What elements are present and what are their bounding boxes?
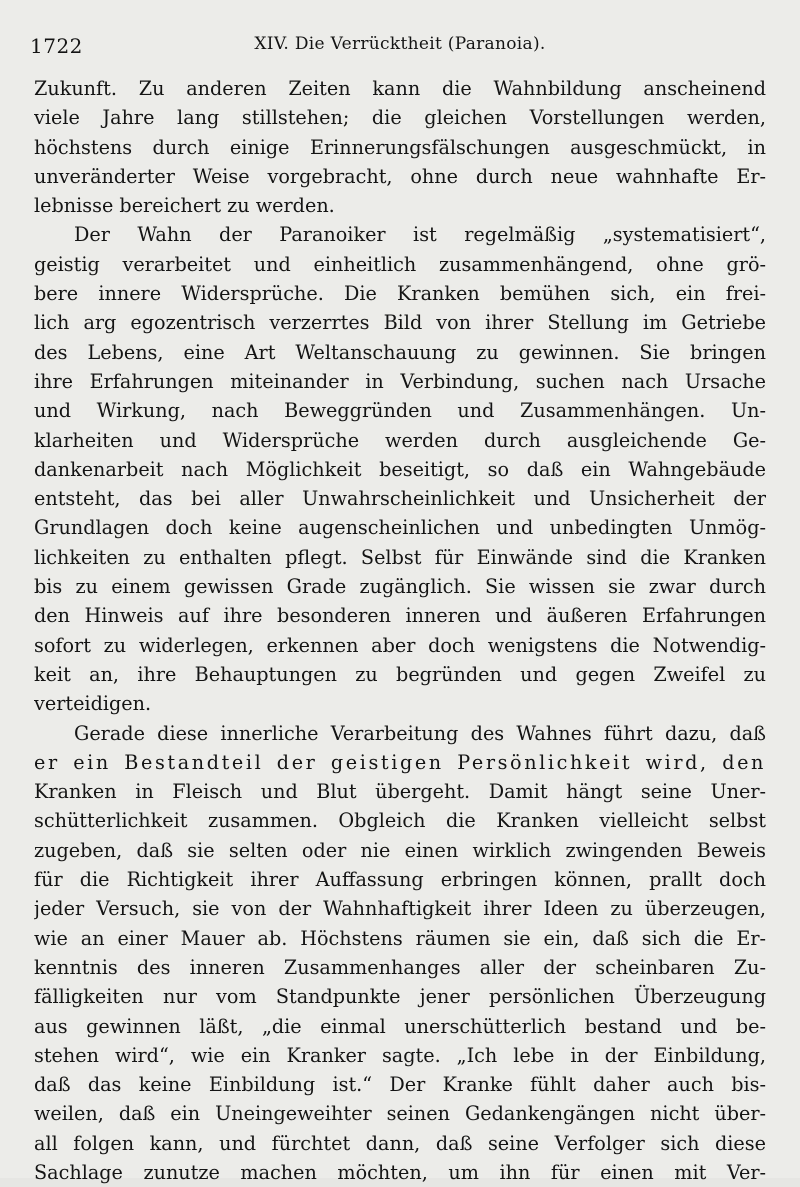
text-line: Der Wahn der Paranoiker ist regelmäßig „systematisiert“, bbox=[74, 223, 766, 247]
text-line: höchstens durch einige Erinnerungsfälschungen ausgeschmückt, in bbox=[34, 135, 766, 159]
text-line: verteidigen. bbox=[34, 692, 152, 716]
text-line: zugeben, daß sie selten oder nie einen wirklich zwingenden Beweis bbox=[34, 838, 766, 862]
text-line: für die Richtigkeit ihrer Auffassung erbringen können, prallt doch bbox=[34, 868, 766, 892]
text-line: stehen wird“, wie ein Kranker sagte. „Ich lebe in der Einbildung, bbox=[34, 1043, 766, 1067]
text-line: Zukunft. Zu anderen Zeiten kann die Wahnbildung anscheinend bbox=[34, 77, 766, 100]
text-line: bere innere Widersprüche. Die Kranken bemühen sich, ein frei- bbox=[34, 282, 766, 306]
running-head: XIV. Die Verrücktheit (Paranoia). bbox=[254, 34, 546, 54]
page-header bbox=[30, 30, 770, 60]
text-line: klarheiten und Widersprüche werden durch ausgleichende Ge- bbox=[34, 428, 766, 452]
text-line: den Hinweis auf ihre besonderen inneren und äußeren Erfahrungen bbox=[34, 604, 766, 628]
text-line: lebnisse bereichert zu werden. bbox=[34, 194, 335, 218]
text-line: lich arg egozentrisch verzerrtes Bild von ihrer Stellung im Getriebe bbox=[34, 311, 766, 335]
text-line: schütterlichkeit zusammen. Obgleich die Kranken vielleicht selbst bbox=[34, 809, 766, 833]
text-line: all folgen kann, und fürchtet dann, daß seine Verfolger sich diese bbox=[34, 1131, 766, 1155]
text-line: bis zu einem gewissen Grade zugänglich. Sie wissen sie zwar durch bbox=[34, 575, 766, 599]
text-line: keit an, ihre Behauptungen zu begründen und gegen Zweifel zu bbox=[34, 662, 766, 686]
text-line: Kranken in Fleisch und Blut übergeht. Damit hängt seine Uner- bbox=[34, 780, 766, 804]
text-line: und Wirkung, nach Beweggründen und Zusammenhängen. Un- bbox=[34, 399, 766, 423]
text-line: lichkeiten zu enthalten pflegt. Selbst für Einwände sind die Kranken bbox=[34, 545, 766, 569]
text-line: daß das keine Einbildung ist.“ Der Kranke fühlt daher auch bis- bbox=[34, 1073, 766, 1097]
text-line: viele Jahre lang stillstehen; die gleichen Vorstellungen werden, bbox=[34, 106, 766, 130]
text-line: jeder Versuch, sie von der Wahnhaftigkeit ihrer Ideen zu überzeugen, bbox=[34, 897, 766, 921]
text-line: Sachlage zunutze machen möchten, um ihn für einen mit Ver- bbox=[34, 1160, 766, 1184]
text-line-spaced-emphasis: er ein Bestandteil der geistigen Persönlichkeit wird, den bbox=[34, 750, 766, 774]
text-line: des Lebens, eine Art Weltanschauung zu gewinnen. Sie bringen bbox=[34, 340, 766, 364]
text-line: weilen, daß ein Uneingeweihter seinen Gedankengängen nicht über- bbox=[34, 1102, 766, 1126]
page-number: 1722 bbox=[30, 34, 83, 58]
text-line: dankenarbeit nach Möglichkeit beseitigt, so daß ein Wahngebäude bbox=[34, 457, 766, 481]
text-line: kenntnis des inneren Zusammenhanges aller der scheinbaren Zu- bbox=[34, 955, 766, 979]
text-line: unveränderter Weise vorgebracht, ohne durch neue wahnhafte Er- bbox=[34, 164, 766, 188]
text-line: sofort zu widerlegen, erkennen aber doch wenigstens die Notwendig- bbox=[34, 633, 766, 657]
text-line: geistig verarbeitet und einheitlich zusammenhängend, ohne grö- bbox=[34, 252, 766, 276]
text-line: fälligkeiten nur vom Standpunkte jener persönlichen Überzeugung bbox=[34, 985, 766, 1009]
body-text bbox=[34, 74, 766, 1187]
text-line: Gerade diese innerliche Verarbeitung des Wahnes führt dazu, daß bbox=[74, 721, 766, 745]
text-line: entsteht, das bei aller Unwahrscheinlichkeit und Unsicherheit der bbox=[34, 487, 766, 511]
text-line: ihre Erfahrungen miteinander in Verbindung, suchen nach Ursache bbox=[34, 369, 766, 393]
text-line: wie an einer Mauer ab. Höchstens räumen sie ein, daß sich die Er- bbox=[34, 926, 766, 950]
text-line: aus gewinnen läßt, „die einmal unerschütterlich bestand und be- bbox=[34, 1014, 766, 1038]
text-line: Grundlagen doch keine augenscheinlichen und unbedingten Unmög- bbox=[34, 516, 766, 540]
